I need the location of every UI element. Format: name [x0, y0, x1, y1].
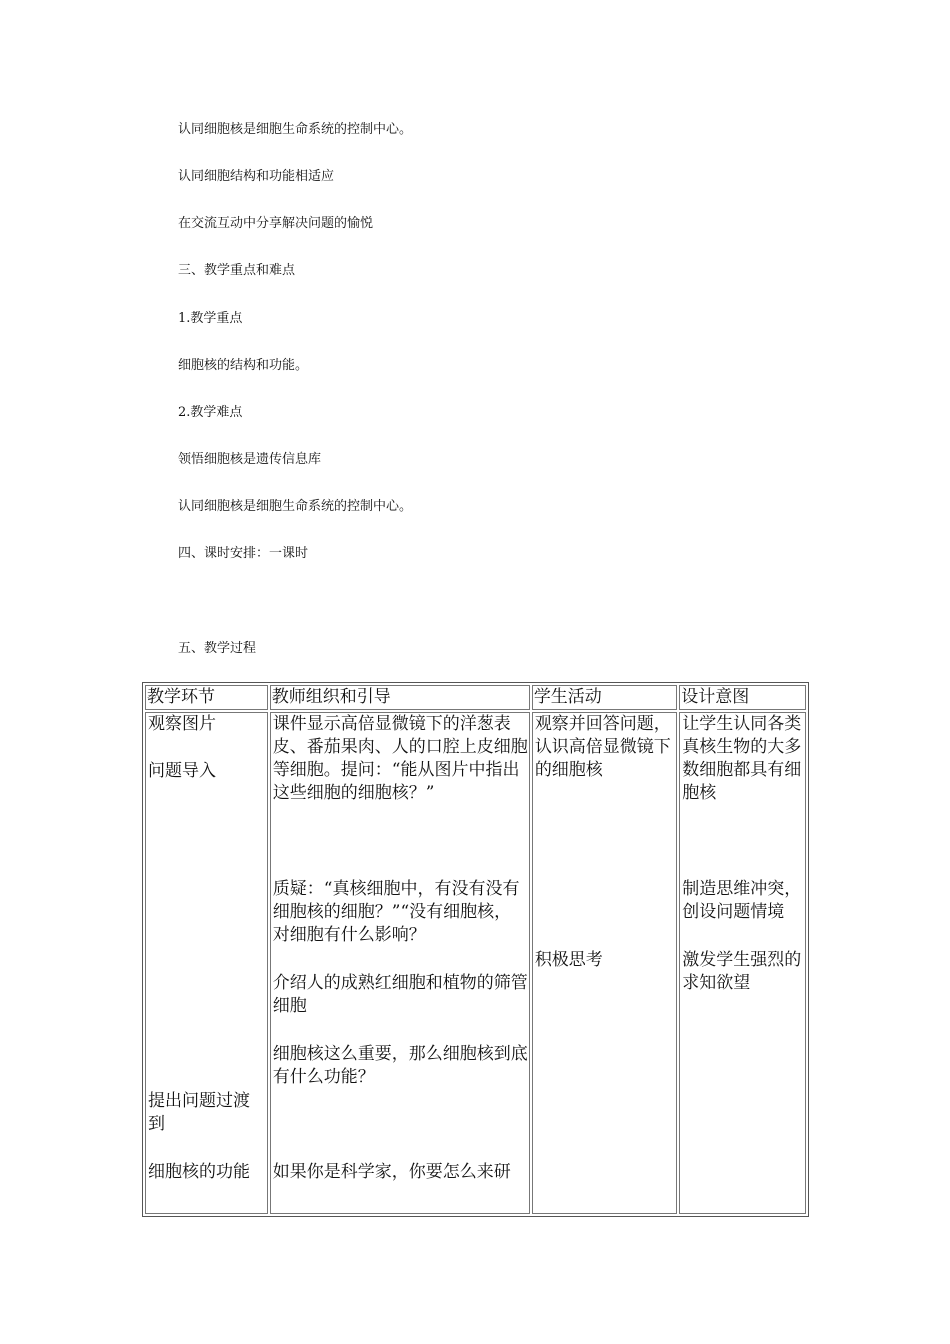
header-teaching-stage: 教学环节: [145, 685, 268, 710]
section-heading: 三、教学重点和难点: [178, 263, 296, 278]
cell-text: 激发学生强烈的求知欲望: [682, 950, 802, 993]
intent-cell: [679, 712, 806, 1214]
cell-text: 细胞核的功能: [148, 1162, 250, 1182]
paragraph: 在交流互动中分享解决问题的愉悦: [178, 216, 374, 231]
cell-text: 如果你是科学家，你要怎么来研: [272, 1162, 511, 1182]
paragraph: 细胞核的结构和功能。: [178, 358, 309, 373]
cell-text: 提出问题过渡到: [148, 1091, 250, 1134]
stage-cell: [145, 712, 268, 1214]
table-row: [145, 712, 806, 1214]
paragraph: 认同细胞结构和功能相适应: [178, 169, 335, 184]
cell-text: 让学生认同各类真核生物的大多数细胞都具有细胞核: [682, 714, 802, 803]
student-cell: [532, 712, 677, 1214]
subheading: 2.教学难点: [178, 405, 243, 420]
cell-text: 介绍人的成熟红细胞和植物的筛管细胞: [272, 973, 528, 1016]
cell-text: 质疑：“真核细胞中，有没有没有细胞核的细胞？”“没有细胞核，对细胞有什么影响？: [272, 879, 520, 945]
paragraph: 领悟细胞核是遗传信息库: [178, 452, 322, 467]
subheading: 1.教学重点: [178, 311, 243, 326]
cell-text: 细胞核这么重要，那么细胞核到底有什么功能？: [272, 1044, 528, 1087]
header-teacher-guidance: 教师组织和引导: [270, 685, 530, 710]
paragraph: 认同细胞核是细胞生命系统的控制中心。: [178, 122, 413, 137]
teaching-process-table: [142, 682, 809, 1217]
cell-text: 观察并回答问题，认识高倍显微镜下的细胞核: [534, 714, 671, 780]
section-heading: 五、教学过程: [178, 641, 257, 656]
header-student-activity: 学生活动: [532, 685, 677, 710]
section-heading: 四、课时安排：一课时: [178, 546, 309, 561]
cell-text: 观察图片: [148, 714, 216, 734]
cell-text: 制造思维冲突，创设问题情境: [682, 879, 802, 922]
teacher-cell: [270, 712, 530, 1214]
header-design-intent: 设计意图: [679, 685, 806, 710]
paragraph: 认同细胞核是细胞生命系统的控制中心。: [178, 499, 413, 514]
table-header-row: [145, 685, 806, 710]
cell-text: 课件显示高倍显微镜下的洋葱表皮、番茄果肉、人的口腔上皮细胞等细胞。提问：“能从图片中指出这些细胞的细胞核？”: [272, 714, 528, 803]
cell-text: 积极思考: [534, 950, 603, 970]
cell-text: 问题导入: [148, 761, 216, 781]
